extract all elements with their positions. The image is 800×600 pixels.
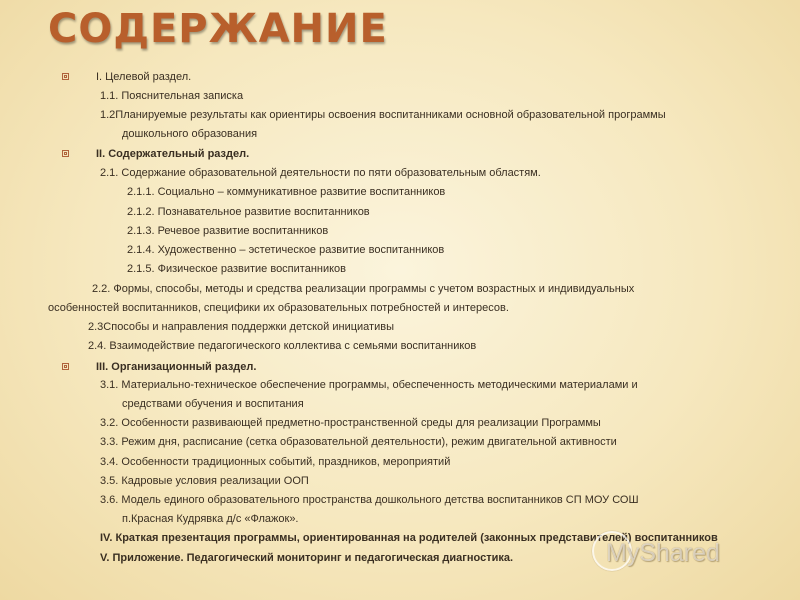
section-bullet-icon	[62, 150, 69, 157]
section-bullet-icon	[62, 363, 69, 370]
toc-subitem: 2.1.4. Художественно – эстетическое развитие воспитанников	[127, 244, 445, 256]
toc-item: 3.2. Особенности развивающей предметно-пространственной среды для реализации Программы	[100, 417, 601, 429]
toc-subitem: 2.1.3. Речевое развитие воспитанников	[127, 225, 329, 237]
page-title: СОДЕРЖАНИЕ	[48, 6, 388, 52]
toc-item-continuation: средствами обучения и воспитания	[122, 398, 304, 410]
section-heading-5: V. Приложение. Педагогический мониторинг и педагогическая диагностика.	[100, 552, 514, 564]
section-heading-2: II. Содержательный раздел.	[96, 148, 250, 160]
toc-item: 2.3Способы и направления поддержки детской инициативы	[88, 321, 394, 333]
toc-subitem: 2.1.1. Социально – коммуникативное развитие воспитанников	[127, 186, 446, 198]
toc-item: 2.1. Содержание образовательной деятельности по пяти образовательным областям.	[100, 167, 541, 179]
toc-item: 2.2. Формы, способы, методы и средства реализации программы с учетом возрастных и индивидуальных	[92, 283, 635, 295]
section-heading-3: III. Организационный раздел.	[96, 361, 257, 373]
section-heading-1: I. Целевой раздел.	[96, 71, 192, 83]
toc-item: 3.5. Кадровые условия реализации ООП	[100, 475, 309, 487]
toc-item: 1.2Планируемые результаты как ориентиры освоения воспитанниками основной образовательной программы	[100, 109, 666, 121]
section-bullet-icon	[62, 73, 69, 80]
toc-item-continuation: особенностей воспитанников, специфики их образовательных потребностей и интересов.	[48, 302, 509, 314]
toc-item-continuation: п.Красная Кудрявка д/с «Флажок».	[122, 513, 299, 525]
toc-subitem: 2.1.2. Познавательное развитие воспитанников	[127, 206, 370, 218]
toc-subitem: 2.1.5. Физическое развитие воспитанников	[127, 263, 347, 275]
toc-item: 3.3. Режим дня, расписание (сетка образовательной деятельности), режим двигательной активности	[100, 436, 617, 448]
toc-item: 1.1. Пояснительная записка	[100, 90, 244, 102]
toc-item: 2.4. Взаимодействие педагогического коллектива с семьями воспитанников	[88, 340, 477, 352]
watermark: MyShared	[606, 539, 720, 567]
toc-item-continuation: дошкольного образования	[122, 128, 258, 140]
section-heading-4: IV. Краткая презентация программы, ориентированная на родителей (законных представителей) воспитанников	[100, 532, 718, 544]
toc-item: 3.4. Особенности традиционных событий, праздников, мероприятий	[100, 456, 451, 468]
toc-item: 3.1. Материально-техническое обеспечение программы, обеспеченность методическими материалами и	[100, 379, 638, 391]
toc-item: 3.6. Модель единого образовательного пространства дошкольного детства воспитанников СП МОУ СОШ	[100, 494, 639, 506]
